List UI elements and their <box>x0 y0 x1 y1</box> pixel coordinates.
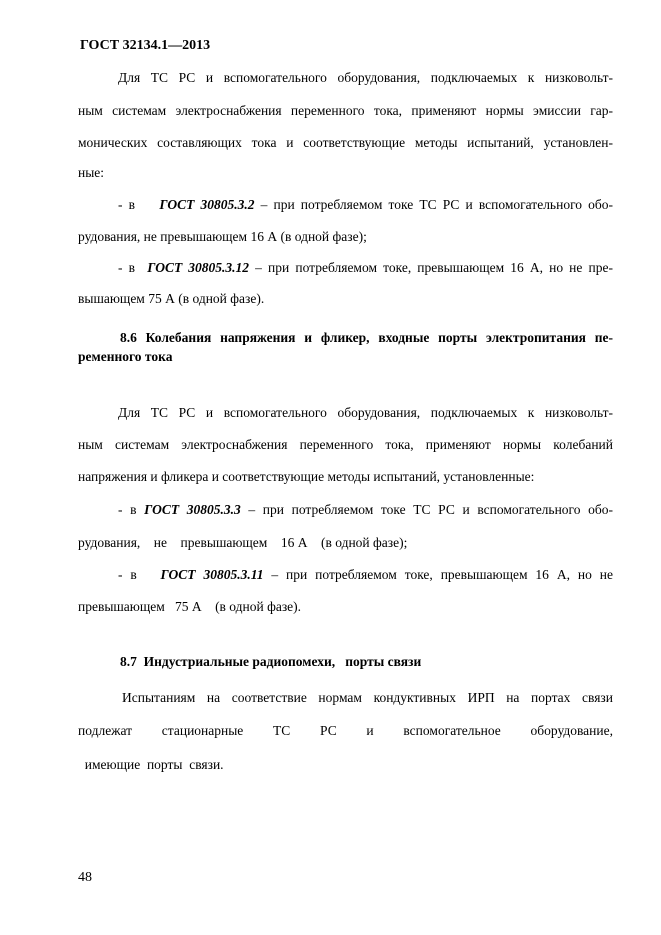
paragraph-line: ным системам электроснабжения переменного тока, применяют нормы колебаний <box>78 437 613 452</box>
list-item <box>118 197 613 213</box>
list-item-prefix: - в <box>118 567 161 582</box>
paragraph-line: монических составляющих тока и соответствующие методы испытаний, установлен- <box>78 135 613 150</box>
list-item-prefix: - в <box>118 502 145 517</box>
list-item <box>118 567 613 583</box>
section-heading: 8.6 Колебания напряжения и фликер, входные порты электропитания пе- <box>120 330 613 345</box>
list-item-continuation: рудования, не превышающем 16 А (в одной фазе); <box>78 229 367 244</box>
list-item-text: – при потребляемом токе, превышающем 16 А, но не <box>263 567 614 582</box>
standard-reference: ГОСТ 30805.3.12 <box>147 260 250 275</box>
section-heading: 8.7 Индустриальные радиопомехи, порты связи <box>120 654 422 669</box>
list-item-continuation: рудования, не превышающем 16 А (в одной фазе); <box>78 535 408 550</box>
section-heading-continuation: ременного тока <box>78 349 173 364</box>
paragraph-line: ные: <box>78 165 105 180</box>
document-header: ГОСТ 32134.1—2013 <box>80 38 211 53</box>
list-item-text: – при потребляемом токе ТС РС и вспомогательного обо- <box>254 197 613 212</box>
list-item-continuation: превышающем 75 А (в одной фазе). <box>78 599 302 614</box>
paragraph-line: Для ТС РС и вспомогательного оборудования, подключаемых к низковольт- <box>118 405 613 420</box>
list-item-prefix: - в <box>118 197 160 212</box>
list-item-text: – при потребляемом токе, превышающем 16 А, но не пре- <box>249 260 613 275</box>
list-item-text: – при потребляемом токе ТС РС и вспомогательного обо- <box>240 502 614 517</box>
paragraph-line: подлежат стационарные ТС РС и вспомогательное оборудование, <box>78 723 613 738</box>
standard-reference: ГОСТ 30805.3.2 <box>159 197 255 212</box>
standard-reference: ГОСТ 30805.3.11 <box>160 567 264 582</box>
paragraph-line: Испытаниям на соответствие нормам кондуктивных ИРП на портах связи <box>122 690 613 705</box>
list-item-continuation: вышающем 75 А (в одной фазе). <box>78 291 265 306</box>
page-number: 48 <box>78 870 92 885</box>
paragraph-line: ным системам электроснабжения переменного тока, применяют нормы эмиссии гар- <box>78 103 613 118</box>
standard-reference: ГОСТ 30805.3.3 <box>144 502 241 517</box>
paragraph-line: напряжения и фликера и соответствующие методы испытаний, установленные: <box>78 469 535 484</box>
list-item-prefix: - в <box>118 260 148 275</box>
paragraph-line: имеющие порты связи. <box>78 757 224 772</box>
paragraph-line: Для ТС РС и вспомогательного оборудования, подключаемых к низковольт- <box>118 70 613 85</box>
list-item <box>118 502 613 518</box>
list-item <box>118 260 613 276</box>
